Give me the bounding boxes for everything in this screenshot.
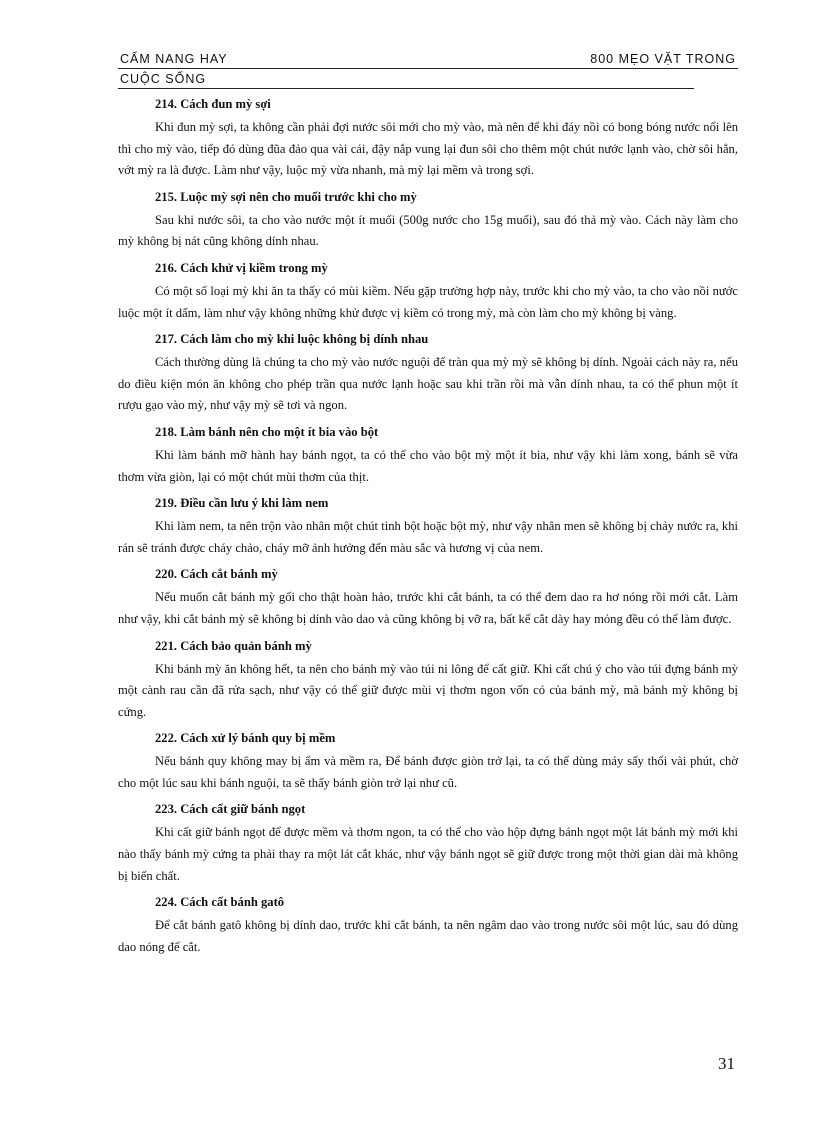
section-title: 221. Cách bảo quản bánh mỳ: [155, 638, 312, 653]
section-title: 218. Làm bánh nên cho một ít bia vào bột: [155, 424, 379, 439]
running-header: [118, 52, 738, 69]
section-title: 215. Luộc mỳ sợi nên cho muối trước khi cho mỳ: [155, 189, 417, 204]
tip-223: [118, 799, 738, 887]
tip-221: [118, 636, 738, 724]
section-title: 216. Cách khử vị kiềm trong mỳ: [155, 260, 328, 275]
section-body: Khi làm bánh mỡ hành hay bánh ngọt, ta có thể cho vào bột mỳ một ít bia, như vậy khi làm xong, bánh sẽ vừa thơm vừa giòn, lại có một chút mùi thơm của thịt.: [118, 447, 738, 484]
section-body: Khi cất giữ bánh ngọt để được mềm và thơm ngon, ta có thể cho vào hộp đựng bánh ngọt một lát bánh mỳ mới khi nào thấy bánh mỳ cứng ta phải thay ra một lát cắt khác, như vậy bánh ngọt sẽ giữ được trong một thời gian dài mà không bị biến chất.: [118, 825, 738, 883]
section-title: 222. Cách xử lý bánh quy bị mềm: [155, 731, 336, 746]
header-second-line-text: CUỘC SỐNG: [120, 72, 207, 86]
tip-217: [118, 329, 738, 417]
section-body: Để cắt bánh gatô không bị dính dao, trước khi cắt bánh, ta nên ngâm dao vào trong nước sôi một lúc, sau đó dùng dao nóng để cắt.: [118, 918, 738, 954]
tip-220: [118, 564, 738, 630]
section-body: Khi làm nem, ta nên trộn vào nhân một chút tinh bột hoặc bột mỳ, như vậy nhân men sẽ không bị chảy nước ra, khi rán sẽ tránh được cháy chảo, cháy mỡ ảnh hưởng đến màu sắc và hương vị của nem.: [118, 519, 738, 555]
page-number: 31: [718, 1054, 735, 1073]
header-left-text: CẨM NANG HAY: [120, 52, 228, 66]
section-title: 224. Cách cất bánh gatô: [155, 895, 285, 910]
running-header-second-line: [118, 72, 694, 89]
header-right-text: 800 MẸO VẶT TRONG: [590, 52, 736, 66]
section-body: Khi đun mỳ sợi, ta không cần phải đợi nước sôi mới cho mỳ vào, mà nên để khi đáy nồi có bong bóng nước nổi lên thì cho mỳ vào, tiếp đó dùng đũa đảo qua vài cái, đậy nắp vung lại đun sôi cho thêm một chút nước lạnh vào, chờ sôi hẳn, vớt mỳ ra là được. Làm như vậy, luộc mỳ vừa nhanh, mà mỳ lại mềm và trong sợi.: [118, 120, 738, 178]
section-body: Sau khi nước sôi, ta cho vào nước một ít muối (500g nước cho 15g muối), sau đó thả mỳ vào. Cách này làm cho mỳ không bị nát cũng không dính nhau.: [118, 212, 738, 249]
page-content: [118, 94, 738, 963]
tip-214: [118, 94, 738, 182]
tip-224: [118, 892, 738, 958]
tip-219: [118, 493, 738, 559]
section-title: 219. Điều cần lưu ý khi làm nem: [155, 496, 329, 511]
tip-218: [118, 422, 738, 488]
section-body: Cách thường dùng là chúng ta cho mỳ vào nước nguội để tràn qua mỳ mỳ sẽ không bị dính. Ngoài cách này ra, nếu do điều kiện món ăn không cho phép trần qua nước lạnh hoặc sau khi trần rồi mà vẫn dính nhau, ta có thể phun một ít rượu gạo vào mỳ, như vậy mỳ sẽ tơi và ngon.: [118, 355, 738, 413]
section-body: Nếu bánh quy không may bị ẩm và mềm ra, Để bánh được giòn trở lại, ta có thể dùng máy sấy thổi vài phút, chờ cho một lúc sau khi bánh nguội, ta sẽ thấy bánh giòn trở lại như cũ.: [118, 754, 738, 790]
section-title: 220. Cách cắt bánh mỳ: [155, 567, 278, 582]
tip-222: [118, 728, 738, 794]
section-body: Nếu muốn cắt bánh mỳ gối cho thật hoàn hảo, trước khi cắt bánh, ta có thể đem dao ra hơ nóng rồi mới cắt. Làm như vậy, khi cắt bánh mỳ sẽ không bị dính vào dao và cũng không bị vỡ ra, bất kể cắt dày hay mỏng đều có thể làm được.: [118, 590, 738, 626]
section-title: 223. Cách cất giữ bánh ngọt: [155, 802, 306, 817]
section-body: Có một số loại mỳ khi ăn ta thấy có mùi kiềm. Nếu gặp trường hợp này, trước khi cho mỳ vào, ta cho vào nồi nước luộc một ít dấm, làm như vậy không những khử được vị kiềm có trong mỳ, mà còn làm cho mỳ không bị vàng.: [118, 283, 738, 320]
section-body: Khi bánh mỳ ăn không hết, ta nên cho bánh mỳ vào túi ni lông để cất giữ. Khi cất chú ý cho vào túi đựng bánh mỳ một cành rau cần đã rửa sạch, như vậy có thể giữ được mùi vị thơm ngon vốn có của bánh mỳ, mà bánh mỳ không bị cứng.: [118, 661, 738, 719]
section-title: 217. Cách làm cho mỳ khi luộc không bị dính nhau: [155, 332, 429, 347]
tip-215: [118, 187, 738, 253]
tip-216: [118, 258, 738, 324]
section-title: 214. Cách đun mỳ sợi: [155, 97, 271, 111]
